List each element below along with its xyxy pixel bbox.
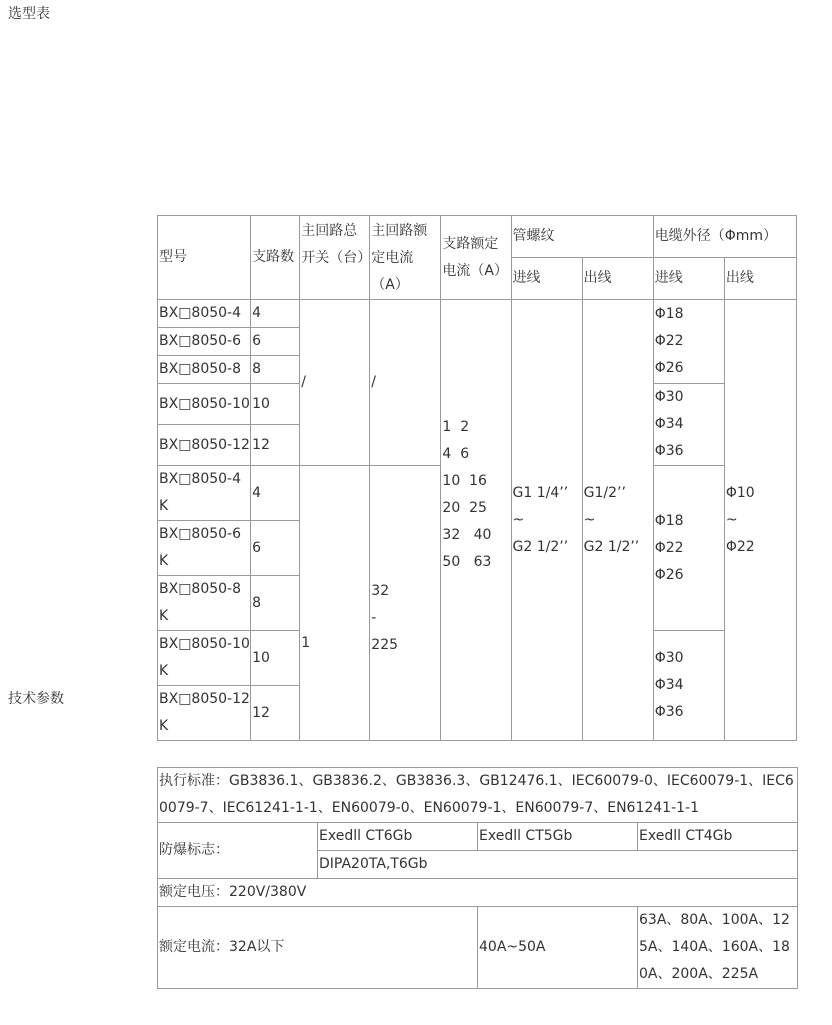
cell-main-switch-group1: / [300, 300, 370, 466]
cell-cable-in-a: Φ18 Φ22 Φ26 [653, 300, 724, 384]
cell-model: BX□8050-4 [158, 300, 251, 328]
cell-model: BX□8050-12 [158, 425, 251, 466]
header-cable: 电缆外径（Φmm） [653, 216, 796, 258]
tech-table [157, 767, 798, 989]
cell-branches: 8 [251, 576, 300, 631]
selection-table [157, 215, 797, 741]
cell-thread-out: G1/2’’ ~ G2 1/2’’ [582, 300, 653, 741]
cell-model: BX□8050-10K [158, 631, 251, 686]
tech-ex-ct6: Exedll CT6Gb [318, 823, 478, 851]
cell-branches: 6 [251, 521, 300, 576]
cell-branches: 6 [251, 328, 300, 356]
cell-main-current-group1: / [370, 300, 441, 466]
header-thread: 管螺纹 [511, 216, 653, 258]
cell-branches: 10 [251, 384, 300, 425]
header-thread-out: 出线 [582, 258, 653, 300]
tech-ex-ct4: Exedll CT4Gb [638, 823, 798, 851]
cell-cable-in-d: Φ30 Φ34 Φ36 [653, 631, 724, 741]
cell-branch-current-values: 1 2 4 6 10 16 20 25 32 40 50 63 [441, 300, 511, 741]
cell-model: BX□8050-12K [158, 686, 251, 741]
cell-model: BX□8050-4K [158, 466, 251, 521]
tech-heading: 技术参数 [8, 691, 64, 707]
cell-model: BX□8050-6 [158, 328, 251, 356]
header-branches: 支路数 [251, 216, 300, 300]
tech-ex-dip: DIPA20TA,T6Gb [318, 851, 798, 879]
cell-thread-in: G1 1/4’’ ~ G2 1/2’’ [511, 300, 582, 741]
tech-current-high: 63A、80A、100A、125A、140A、160A、180A、200A、225A [638, 907, 798, 989]
header-main-switch: 主回路总开关（台） [300, 216, 370, 300]
header-branch-current: 支路额定电流（A） [441, 216, 511, 300]
tech-ex-label: 防爆标志： [158, 823, 318, 879]
cell-branches: 12 [251, 425, 300, 466]
cell-cable-out: Φ10 ~ Φ22 [724, 300, 796, 741]
cell-branches: 8 [251, 356, 300, 384]
cell-model: BX□8050-8 [158, 356, 251, 384]
cell-branches: 4 [251, 300, 300, 328]
header-thread-in: 进线 [511, 258, 582, 300]
cell-main-switch-group2: 1 [300, 466, 370, 741]
cell-branches: 4 [251, 466, 300, 521]
header-model: 型号 [158, 216, 251, 300]
selection-heading: 选型表 [8, 6, 50, 22]
tech-current-label: 额定电流：32A以下 [158, 907, 478, 989]
cell-main-current-group2: 32 - 225 [370, 466, 441, 741]
cell-branches: 10 [251, 631, 300, 686]
cell-model: BX□8050-10 [158, 384, 251, 425]
cell-model: BX□8050-6K [158, 521, 251, 576]
cell-model: BX□8050-8K [158, 576, 251, 631]
tech-voltage: 额定电压：220V/380V [158, 879, 798, 907]
tech-ex-ct5: Exedll CT5Gb [478, 823, 638, 851]
header-cable-in: 进线 [653, 258, 724, 300]
header-main-current: 主回路额定电流（A） [370, 216, 441, 300]
cell-branches: 12 [251, 686, 300, 741]
header-cable-out: 出线 [724, 258, 796, 300]
cell-cable-in-c: Φ18 Φ22 Φ26 [653, 466, 724, 631]
tech-standard: 执行标准：GB3836.1、GB3836.2、GB3836.3、GB12476.1、IEC60079-0、IEC60079-1、IEC60079-7、IEC61241-1-1、EN60079-0、EN60079-1、EN60079-7、EN61241-1-1 [158, 768, 798, 823]
tech-current-mid: 40A~50A [478, 907, 638, 989]
cell-cable-in-b: Φ30 Φ34 Φ36 [653, 384, 724, 466]
